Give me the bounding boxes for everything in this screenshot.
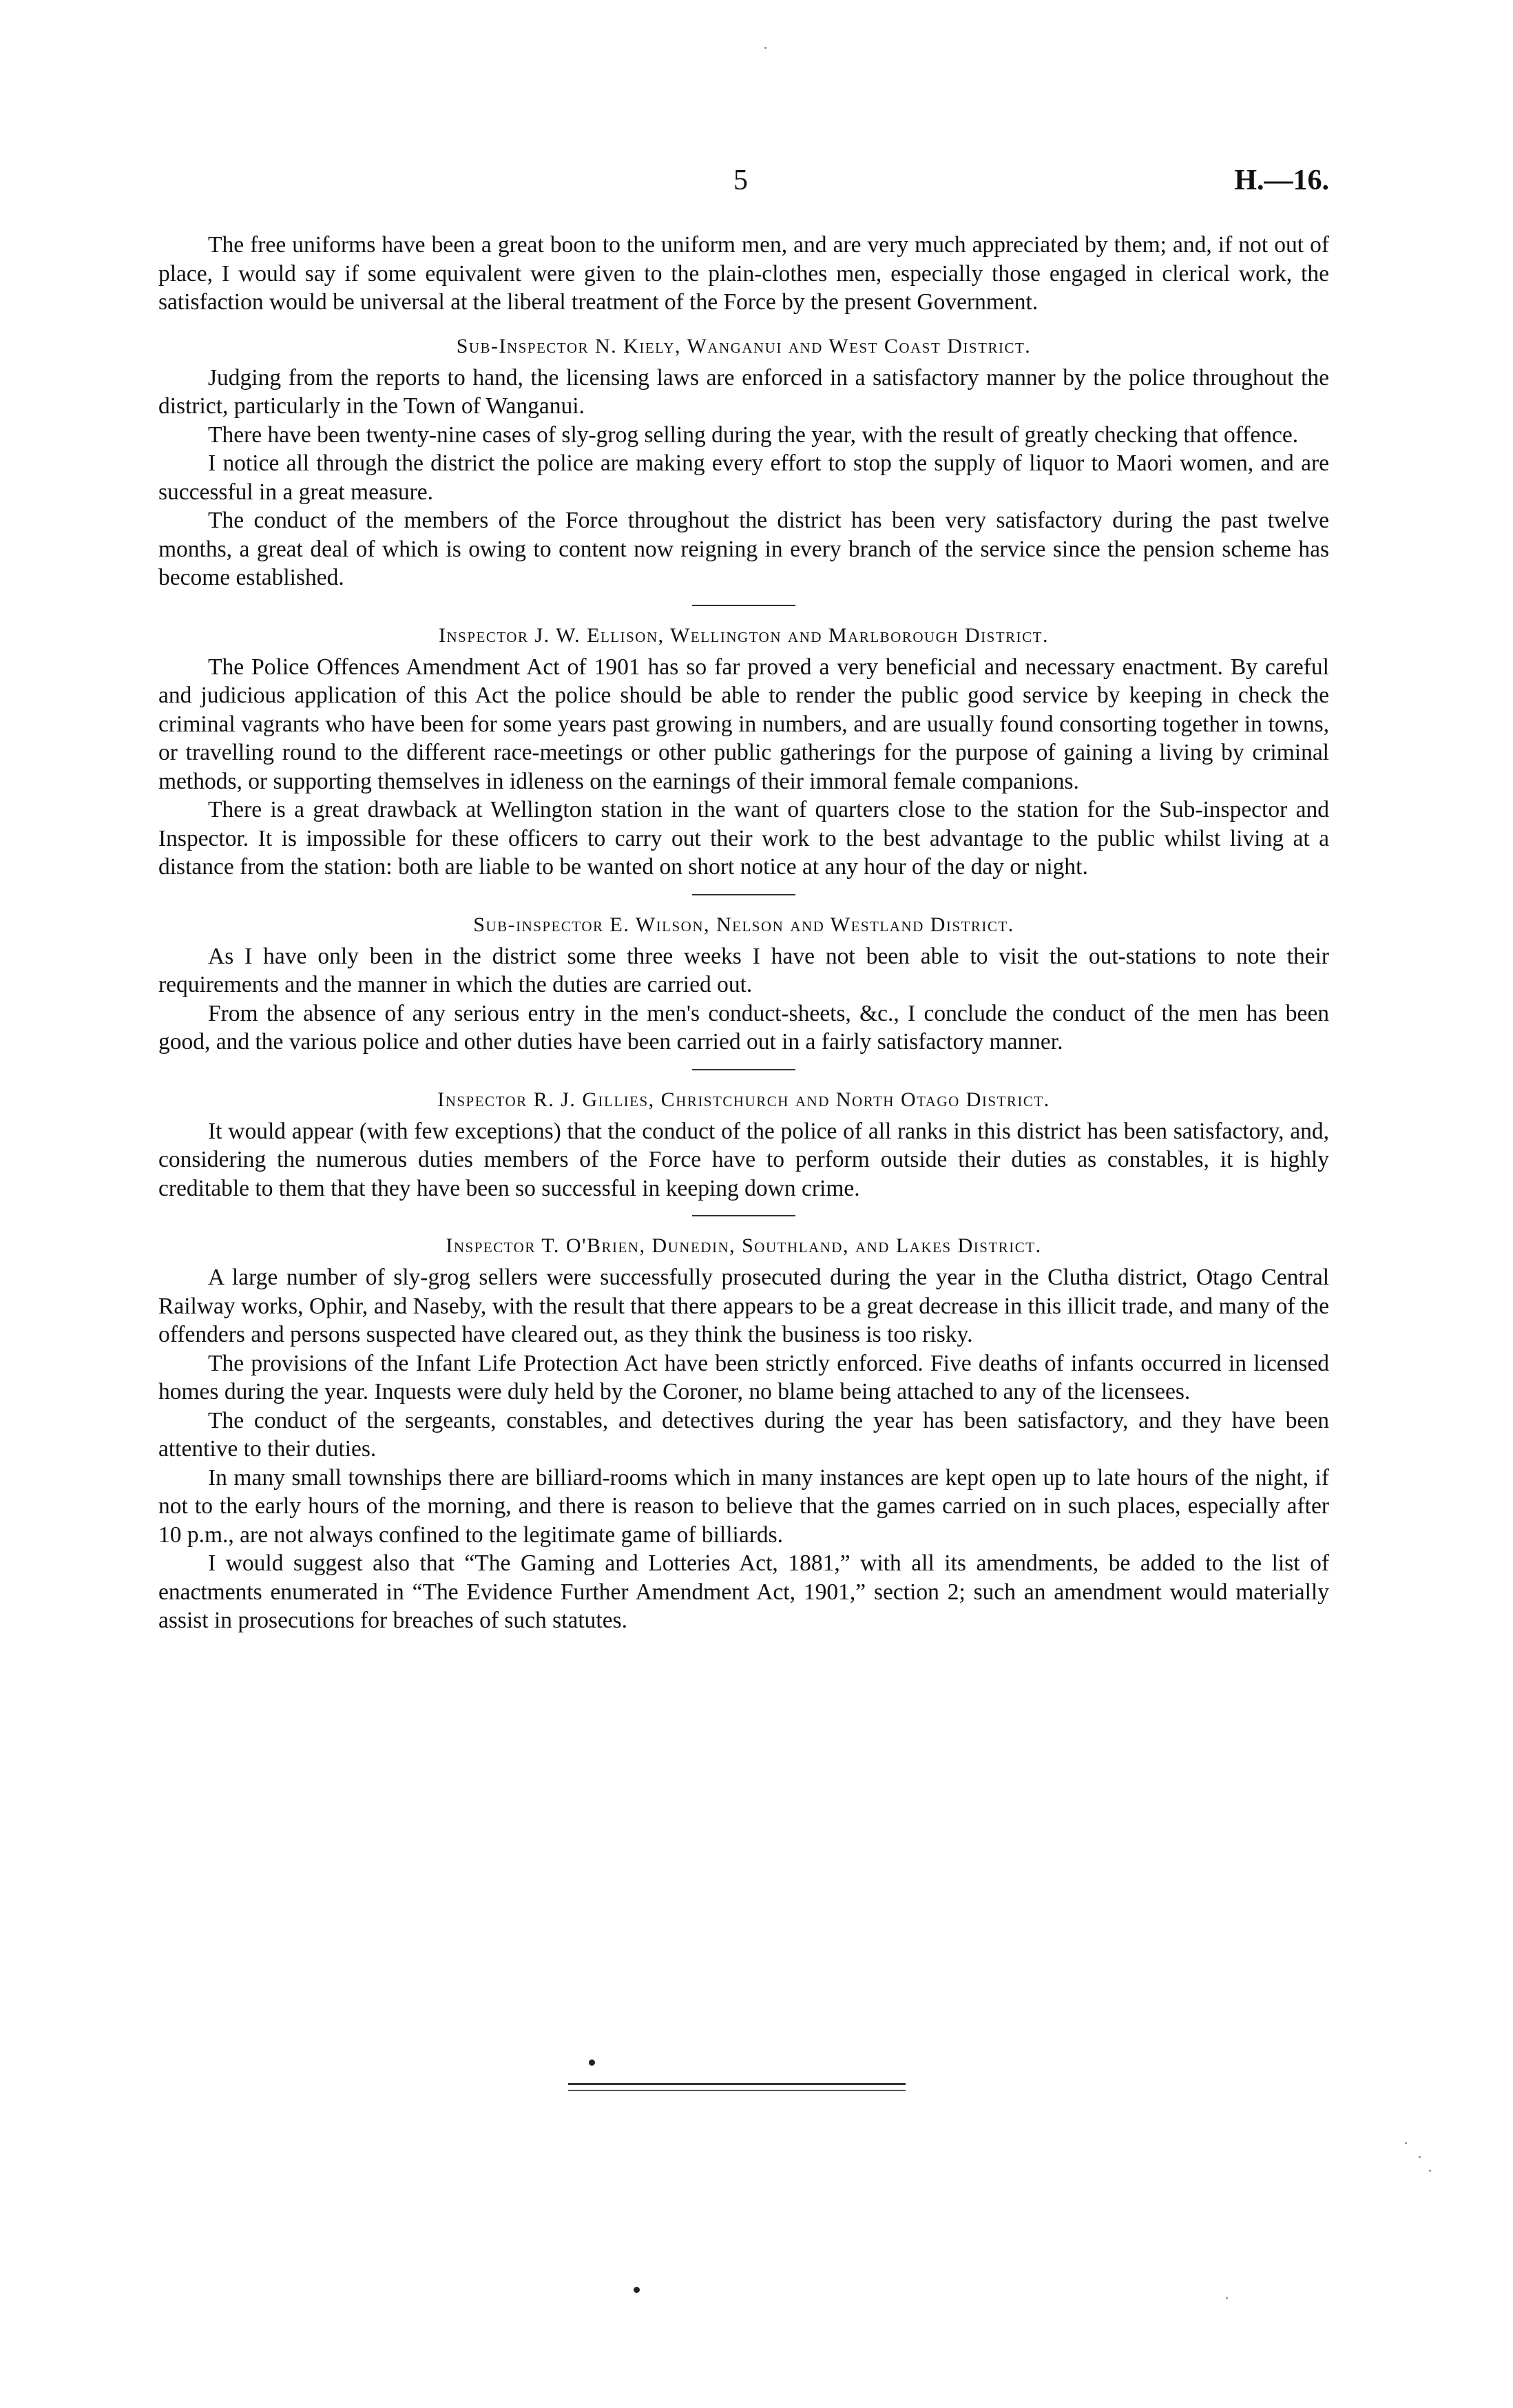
paragraph: The free uniforms have been a great boon to the uniform men, and are very much appreciated by them; and, if not out of place, I would say if some equivalent were given to the plain-clothes men, especially those engaged in clerical work, the satisfaction would be universal at the liberal treatment of the Force by the present Government. <box>158 232 1329 315</box>
end-rule-secondary <box>568 2090 906 2091</box>
section-heading: Inspector J. W. Ellison, Wellington and Marlborough District. <box>438 623 1050 647</box>
paragraph: It would appear (with few exceptions) that the conduct of the police of all ranks in this district has been satisfactory, and, considering the numerous duties members of the Force have to perform outside their duties as constables, it is highly creditable to them that they have been so successful in keeping down crime. <box>158 1118 1329 1201</box>
paragraph: There is a great drawback at Wellington station in the want of quarters close to the station for the Sub-inspector and Inspector. It is impossible for these officers to carry out their work to the best advantage to the public whilst living at a distance from the station: both are liable to be wanted on short notice at any hour of the day or night. <box>158 797 1329 880</box>
scan-speck <box>764 47 766 49</box>
end-rule <box>568 2083 906 2085</box>
page-header <box>158 164 1329 212</box>
paragraph: The conduct of the sergeants, constables, and detectives during the year has been satisfactory, and they have been attentive to their duties. <box>158 1407 1329 1462</box>
paragraph: The Police Offences Amendment Act of 1901 has so far proved a very beneficial and necessary enactment. By careful and judicious application of this Act the police should be able to render the public good service by keeping in check the criminal vagrants who have been for some years past growing in numbers, and are usually found consorting together in towns, or travelling round to the different race-meetings or other public gatherings for the purpose of gaining a living by criminal methods, or supporting themselves in idleness on the earnings of their immoral female companions. <box>158 654 1329 794</box>
paragraph: I notice all through the district the police are making every effort to stop the supply of liquor to Maori women, and are successful in a great measure. <box>158 450 1329 505</box>
paragraph: The provisions of the Infant Life Protection Act have been strictly enforced. Five deaths of infants occurred in licensed homes during the year. Inquests were duly held by the Coroner, no blame being attached to any of the licensees. <box>158 1350 1329 1404</box>
scan-speck <box>1226 2297 1228 2299</box>
section-divider <box>692 894 795 895</box>
paragraph: From the absence of any serious entry in the men's conduct-sheets, &c., I conclude the conduct of the men has been good, and the various police and other duties have been carried out in a fairly satisfactory manner. <box>158 1000 1329 1055</box>
end-mark-dot <box>589 2059 595 2066</box>
section-heading: Sub-Inspector N. Kiely, Wanganui and West Coast District. <box>456 334 1032 357</box>
paragraph: In many small townships there are billiard-rooms which in many instances are kept open up to late hours of the night, if not to the early hours of the morning, and there is reason to believe that the games carried on in such places, especially after 10 p.m., are not always confined to the legitimate game of billiards. <box>158 1464 1329 1548</box>
paragraph: As I have only been in the district some three weeks I have not been able to visit the out-stations to note their requirements and the manner in which the duties are carried out. <box>158 943 1329 997</box>
paragraph: There have been twenty-nine cases of sly-grog selling during the year, with the result of greatly checking that offence. <box>208 422 1299 448</box>
bottom-dot <box>634 2287 640 2293</box>
report-body <box>158 231 1329 1635</box>
section-heading: Sub-inspector E. Wilson, Nelson and Westland District. <box>473 913 1014 936</box>
section-ellison <box>158 624 1329 882</box>
section-obrien <box>158 1234 1329 1635</box>
scan-speck <box>1419 2156 1421 2158</box>
paragraph: A large number of sly-grog sellers were successfully prosecuted during the year in the Clutha district, Otago Central Railway works, Ophir, and Naseby, with the result that there appears to be a great decrease in this illicit trade, and many of the offenders and persons suspected have cleared out, as they think the business is too risky. <box>158 1265 1329 1347</box>
section-gillies <box>158 1088 1329 1203</box>
paragraph: Judging from the reports to hand, the licensing laws are enforced in a satisfactory manner by the police throughout the district, particularly in the Town of Wanganui. <box>158 364 1329 419</box>
page-number: 5 <box>733 165 748 196</box>
section-continuation <box>158 231 1329 317</box>
section-heading: Inspector T. O'Brien, Dunedin, Southland, and Lakes District. <box>446 1234 1042 1257</box>
section-heading: Inspector R. J. Gillies, Christchurch and North Otago District. <box>437 1088 1050 1111</box>
section-kiely <box>158 335 1329 592</box>
paragraph: I would suggest also that “The Gaming and Lotteries Act, 1881,” with all its amendments, be added to the list of enactments enumerated in “The Evidence Further Amendment Act, 1901,” section 2; such an amendment would materially assist in prosecutions for breaches of such statutes. <box>158 1550 1329 1633</box>
scan-speck <box>1429 2170 1431 2172</box>
scan-speck <box>1405 2142 1407 2144</box>
document-reference: H.—16. <box>1234 165 1329 196</box>
section-wilson <box>158 913 1329 1057</box>
section-divider <box>692 605 795 606</box>
section-divider <box>692 1215 795 1216</box>
paragraph: The conduct of the members of the Force throughout the district has been very satisfactory during the past twelve months, a great deal of which is owing to content now reigning in every branch of the service since the pension scheme has become established. <box>158 508 1329 590</box>
section-divider <box>692 1069 795 1070</box>
